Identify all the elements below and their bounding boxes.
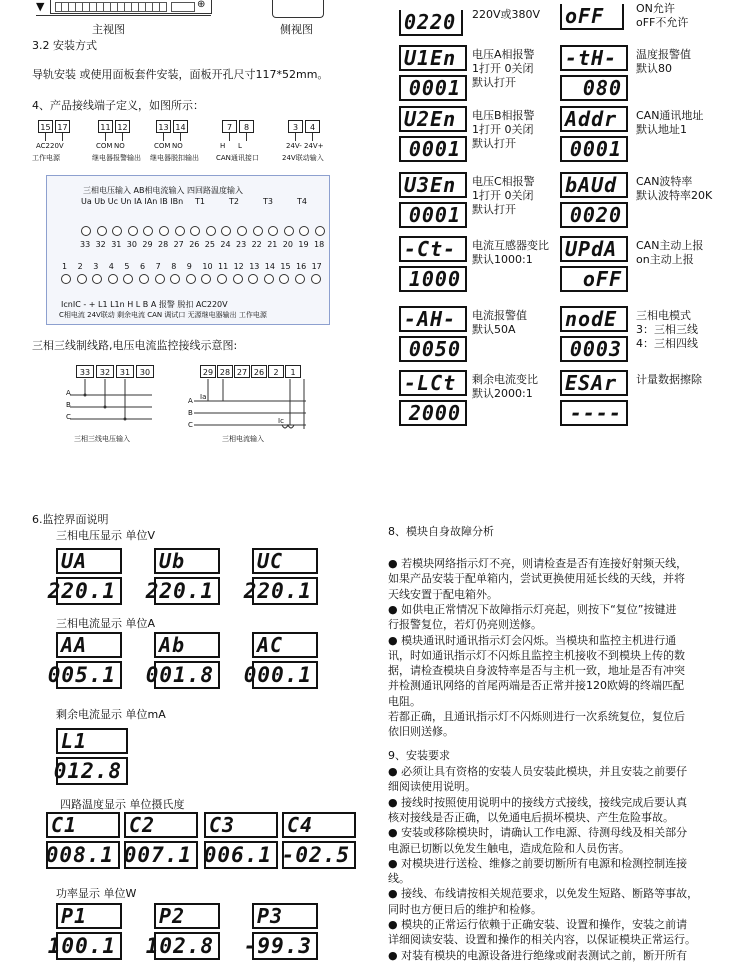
param-description: 剩余电流变比 [472,373,538,386]
terminal-screw [175,226,185,236]
terminal-screw [155,274,165,284]
terminal-screw [233,274,243,284]
param-code-display: U1En [399,45,467,71]
paragraph-line: 讯，时如通讯指示灯不闪烁且监控主机接收不到模块上传的数 [388,648,685,662]
strip-top-number: 22 [251,240,262,249]
section-9-title: 9、安装要求 [388,749,450,762]
monitor-code-display: P3 [252,903,318,929]
terminal-sub-label: COM [154,142,171,150]
phase-c-label: C [66,413,71,421]
monitor-value-display: 012.8 [56,757,128,785]
terminal-screw [77,274,87,284]
param-code-display: U2En [399,106,467,132]
strip-bottom-number: 5 [124,262,130,271]
current-terminal: 26 [251,365,267,378]
terminal-screw [123,274,133,284]
terminal-screw [112,226,122,236]
param-description: CAN波特率 [636,175,693,188]
paragraph-line: ● 模块的正常运行依赖于正确安装、设置和操作，安装之前请 [388,918,688,931]
voltage-terminal: 32 [96,365,114,378]
param-description: oFF不允许 [636,16,689,29]
strip-top-number: 29 [142,240,153,249]
param-description: 默认波特率20K [636,189,713,202]
monitor-code-display: AA [56,632,122,658]
current-terminal: 2 [268,365,284,378]
terminal-screw [264,274,274,284]
paragraph-line: ● 模块通讯时通讯指示灯会闪烁。当模块和监控主机进行通 [388,633,677,647]
terminal-screw [248,274,258,284]
monitor-value-display: -99.3 [252,932,318,960]
voltage-terminal: 31 [116,365,134,378]
paragraph-line: ● 必须让具有资格的安装人员安装此模块，并且安装之前要仔 [388,765,688,778]
paragraph-line: 细阅读使用说明。 [388,780,476,794]
terminal-sub-label: AC220V [36,142,64,150]
param-code-display: -AH- [399,306,467,332]
terminal-screw [221,226,231,236]
param-value-display: 080 [560,75,628,101]
paragraph-line: ● 安装或移除模块时，请确认工作电源、待测母线及相关部分 [388,826,688,840]
current-terminal: 1 [285,365,301,378]
monitor-code-display: C2 [124,812,198,838]
terminal-number: 4 [305,120,320,133]
param-description: 默认打开 [472,76,516,89]
terminal-caption: 继电器报警输出 [92,154,141,162]
phase-b-label: B [66,401,71,409]
monitor-value-display: 220.1 [56,577,122,605]
paragraph-line: ● 接线时按照使用说明中的接线方式接线，接线完成后要认真 [388,795,688,809]
paragraph-line: 据，请检查模块自身波特率是否与主机一致，地址是否有冲突 [388,664,685,678]
param-value-display: 1000 [399,266,467,292]
paragraph-line: ● 对装有模块的电源设备进行绝缘或耐表测试之前，断开所有 [388,948,688,962]
paragraph-line: 行报警复位，若灯仍亮则送修。 [388,618,542,632]
monitor-code-display: C4 [282,812,356,838]
terminal-number: 17 [55,120,70,133]
param-code-display: -LCt [399,370,467,396]
terminal-sub-label: 24V+ [304,142,324,150]
strip-top-number: 30 [126,240,137,249]
monitor-value-display: 102.8 [154,932,220,960]
strip-bottom-number: 10 [202,262,213,271]
strip-top-number: 31 [111,240,122,249]
terminal-sub-label: NO [114,142,125,150]
terminal-number: 12 [115,120,130,133]
param-description: CAN主动上报 [636,239,704,252]
param-description: 电流互感器变比 [472,239,549,252]
current-terminal: 28 [217,365,233,378]
strip-bottom-number: 15 [280,262,291,271]
current-wiring-diagram [186,365,316,445]
param-value-display: 0001 [560,136,628,162]
param-description: 默认50A [472,323,516,336]
terminal-number: 3 [288,120,303,133]
terminal-number: 7 [222,120,237,133]
strip-top-header: 三相电压输入 AB相电流输入 四回路温度输入 [83,186,244,195]
monitor-group-label: 三相电流显示 单位A [56,617,156,630]
strip-top-number: 28 [158,240,169,249]
phase-a-label: A [66,389,71,397]
paragraph-line: 电源已切断以免发生触电，造成危险和人员伤害。 [388,841,630,855]
terminal-number: 15 [38,120,53,133]
strip-top-number: 20 [282,240,293,249]
strip-bottom-labels: IcnIC - + L1 L1n H L B A 报警 脱扣 AC220V [61,300,228,309]
terminal-screw [279,274,289,284]
monitor-value-display: -02.5 [282,841,356,869]
paragraph-line: 同时也方便日后的维护和检修。 [388,902,542,916]
terminal-sub-label: H [220,142,226,150]
param-description: 电压C相报警 [472,175,535,188]
monitor-group-label: 功率显示 单位W [56,887,137,900]
monitor-value-display: 001.8 [154,661,220,689]
strip-bottom-number: 8 [171,262,177,271]
monitor-value-display: 005.1 [56,661,122,689]
terminal-number: 8 [239,120,254,133]
monitor-value-display: 007.1 [124,841,198,869]
param-description: 电压A相报警 [472,48,535,61]
param-description: ON允许 [636,2,675,15]
param-value-display: 0001 [399,75,467,101]
monitor-value-display: 000.1 [252,661,318,689]
terminal-groups [32,120,336,170]
monitor-code-display: Ub [154,548,220,574]
strip-bottom-caption: C相电流 24V联动 剩余电流 CAN 调试口 无源继电器输出 工作电源 [59,311,267,319]
strip-bottom-number: 1 [62,262,68,271]
terminal-sub-label: L [238,142,242,150]
param-code-display: nodE [560,306,628,332]
install-method-text: 导轨安装 或使用面板套件安装，面板开孔尺寸117*52mm。 [32,68,329,81]
front-view-label: 主视图 [92,23,125,36]
monitor-title: 6.监控界面说明 [32,513,109,526]
temp-terminal-label: T2 [229,197,239,206]
phase-a-label-current: A [188,397,193,405]
terminal-screw [295,274,305,284]
strip-top-labels: Ua Ub Uc Un IA IAn IB IBn [81,197,184,206]
monitor-code-display: AC [252,632,318,658]
terminal-screw [170,274,180,284]
terminal-screw [97,226,107,236]
strip-top-number: 25 [204,240,215,249]
ground-icon: ⊕ [197,0,206,10]
strip-bottom-number: 14 [264,262,275,271]
param-description: 默认80 [636,62,672,75]
ic-label: Ic [278,417,284,425]
param-code-display: U3En [399,172,467,198]
terminal-number: 14 [173,120,188,133]
monitor-code-display: Ab [154,632,220,658]
terminal-number: 13 [156,120,171,133]
param-value-display: 0001 [399,202,467,228]
strip-bottom-number: 2 [77,262,83,271]
param-description: 三相电模式 [636,309,691,322]
strip-bottom-number: 11 [218,262,229,271]
terminal-screw [186,274,196,284]
param-description: CAN通讯地址 [636,109,704,122]
param-description: 默认地址1 [636,123,687,136]
terminal-screw [311,274,321,284]
strip-bottom-number: 9 [186,262,192,271]
strip-bottom-number: 17 [311,262,322,271]
paragraph-line: 若都正确，且通讯指示灯不闪烁则进行一次系统复位，复位后 [388,710,685,723]
strip-bottom-number: 7 [155,262,161,271]
terminal-screw [108,274,118,284]
terminal-caption: 继电器脱扣输出 [150,154,199,162]
param-code-display: Addr [560,106,628,132]
terminal-sub-label: NO [172,142,183,150]
arrow-down-icon: ▼ [36,0,45,13]
strip-top-number: 23 [236,240,247,249]
monitor-code-display: C1 [46,812,120,838]
param-value-display: ---- [560,400,628,426]
terminal-screw [139,274,149,284]
param-description: 1打开 0关闭 [472,123,534,136]
terminal-screw [159,226,169,236]
monitor-group-label: 四路温度显示 单位摄氏度 [60,798,185,811]
paragraph-line: 详细阅读安装、设置和操作的相关内容，以保证模块正常运行。 [388,933,696,947]
strip-bottom-number: 12 [233,262,244,271]
param-value-display: oFF [560,4,624,30]
param-code-display: bAUd [560,172,628,198]
param-description: 1打开 0关闭 [472,189,534,202]
front-view-diagram [36,0,212,18]
param-description: 电流报警值 [472,309,527,322]
strip-top-number: 24 [220,240,231,249]
terminal-caption: 24V联动输入 [282,154,324,162]
paragraph-line: 核对接线是否正确，以免通电后损坏模块、产生危险事故。 [388,810,674,824]
param-description: 默认打开 [472,203,516,216]
param-description: 3：三相三线 [636,323,698,336]
terminal-screw [315,226,325,236]
terminal-row-sketch [50,0,212,14]
monitor-code-display: P1 [56,903,122,929]
param-code-display: ESAr [560,370,628,396]
terminal-screw [201,274,211,284]
param-description: 220V或380V [472,8,541,21]
strip-bottom-number: 4 [108,262,114,271]
strip-top-number: 19 [298,240,309,249]
paragraph-line: 并检测通讯网络的首尾两端是否正常并接120欧姆的终端匹配 [388,679,684,693]
monitor-value-display: 220.1 [154,577,220,605]
param-description: on主动上报 [636,253,694,266]
paragraph-line: 依旧则送修。 [388,725,454,739]
terminal-screw [253,226,263,236]
voltage-terminal: 33 [76,365,94,378]
terminal-strip-diagram [46,175,330,325]
param-value-display: 0003 [560,336,628,362]
param-description: 默认2000:1 [472,387,533,400]
terminal-screw [92,274,102,284]
param-description: 默认1000:1 [472,253,533,266]
paragraph-line: ● 若模块网络指示灯不亮，则请检查是否有连接好射频天线， [388,557,688,570]
monitor-group-label: 剩余电流显示 单位mA [56,708,166,721]
param-value-display: 0020 [560,202,628,228]
wiring-title: 三相三线制线路,电压电流监控接线示意图: [32,339,238,352]
monitor-code-display: L1 [56,728,128,754]
param-code-display: -tH- [560,45,628,71]
param-code-display: -Ct- [399,236,467,262]
monitor-code-display: P2 [154,903,220,929]
monitor-value-display: 100.1 [56,932,122,960]
strip-top-number: 18 [314,240,325,249]
monitor-value-display: 006.1 [204,841,278,869]
strip-top-number: 26 [189,240,200,249]
monitor-group-label: 三相电压显示 单位V [56,529,156,542]
paragraph-line: 线。 [388,872,410,886]
ia-label: Ia [200,393,207,401]
section-8-title: 8、模块自身故障分析 [388,525,494,538]
paragraph-line: ● 接线、布线请按相关规范要求，以免发生短路、断路等事故， [388,887,699,901]
param-value-display: 0220 [399,10,463,36]
terminal-screw [299,226,309,236]
param-value-display: 2000 [399,400,467,426]
section-3-2-heading: 3.2 安装方式 [32,39,97,52]
terminal-screw [268,226,278,236]
strip-top-number: 27 [173,240,184,249]
terminal-sub-label: 24V- [286,142,302,150]
strip-top-number: 32 [95,240,106,249]
current-terminal: 27 [234,365,250,378]
param-code-display: UPdA [560,236,628,262]
paragraph-line: 天线安置于配电箱外。 [388,587,498,601]
terminal-caption: 工作电源 [32,154,60,162]
strip-bottom-number: 3 [93,262,99,271]
paragraph-line: ● 对模块进行送检、维修之前要切断所有电源和检测控制连接 [388,856,688,870]
paragraph-line: ● 如供电正常情况下故障指示灯亮起，则按下“复位”按键进 [388,602,677,616]
terminal-screw [81,226,91,236]
terminal-caption: CAN通讯接口 [216,154,259,162]
monitor-value-display: 220.1 [252,577,318,605]
terminal-sub-label: COM [96,142,113,150]
monitor-value-display: 008.1 [46,841,120,869]
strip-top-number: 21 [267,240,278,249]
terminal-screw [190,226,200,236]
side-view-label: 侧视图 [280,23,313,36]
param-description: 4：三相四线 [636,337,698,350]
terminal-screw [206,226,216,236]
terminal-screw [61,274,71,284]
current-terminal: 29 [200,365,216,378]
terminal-number: 11 [98,120,113,133]
voltage-wiring-diagram [62,365,162,445]
monitor-code-display: C3 [204,812,278,838]
strip-top-number: 33 [80,240,91,249]
monitor-code-display: UA [56,548,122,574]
strip-bottom-number: 13 [249,262,260,271]
side-view-sketch [272,0,324,18]
phase-c-label-current: C [188,421,193,429]
voltage-terminal: 30 [136,365,154,378]
param-value-display: 0001 [399,136,467,162]
terminal-screw [284,226,294,236]
terminal-screw [237,226,247,236]
section-4-heading: 4、产品接线端子定义，如图所示： [32,99,204,112]
param-description: 电压B相报警 [472,109,535,122]
terminal-screw [143,226,153,236]
strip-bottom-number: 6 [140,262,146,271]
param-description: 默认打开 [472,137,516,150]
paragraph-line: 如果产品安装于配单箱内，尝试更换使用延长线的天线，并将 [388,572,685,586]
monitor-code-display: UC [252,548,318,574]
param-value-display: 0050 [399,336,467,362]
voltage-input-caption: 三相三线电压输入 [74,435,130,443]
param-description: 1打开 0关闭 [472,62,534,75]
temp-terminal-label: T1 [195,197,205,206]
terminal-screw [128,226,138,236]
strip-bottom-number: 16 [296,262,307,271]
param-description: 温度报警值 [636,48,691,61]
current-input-caption: 三相电流输入 [222,435,264,443]
temp-terminal-label: T3 [263,197,273,206]
paragraph-line: 电阻。 [388,694,421,708]
phase-b-label-current: B [188,409,193,417]
param-description: 计量数据擦除 [636,373,702,386]
param-value-display: oFF [560,266,628,292]
temp-terminal-label: T4 [297,197,307,206]
terminal-screw [217,274,227,284]
